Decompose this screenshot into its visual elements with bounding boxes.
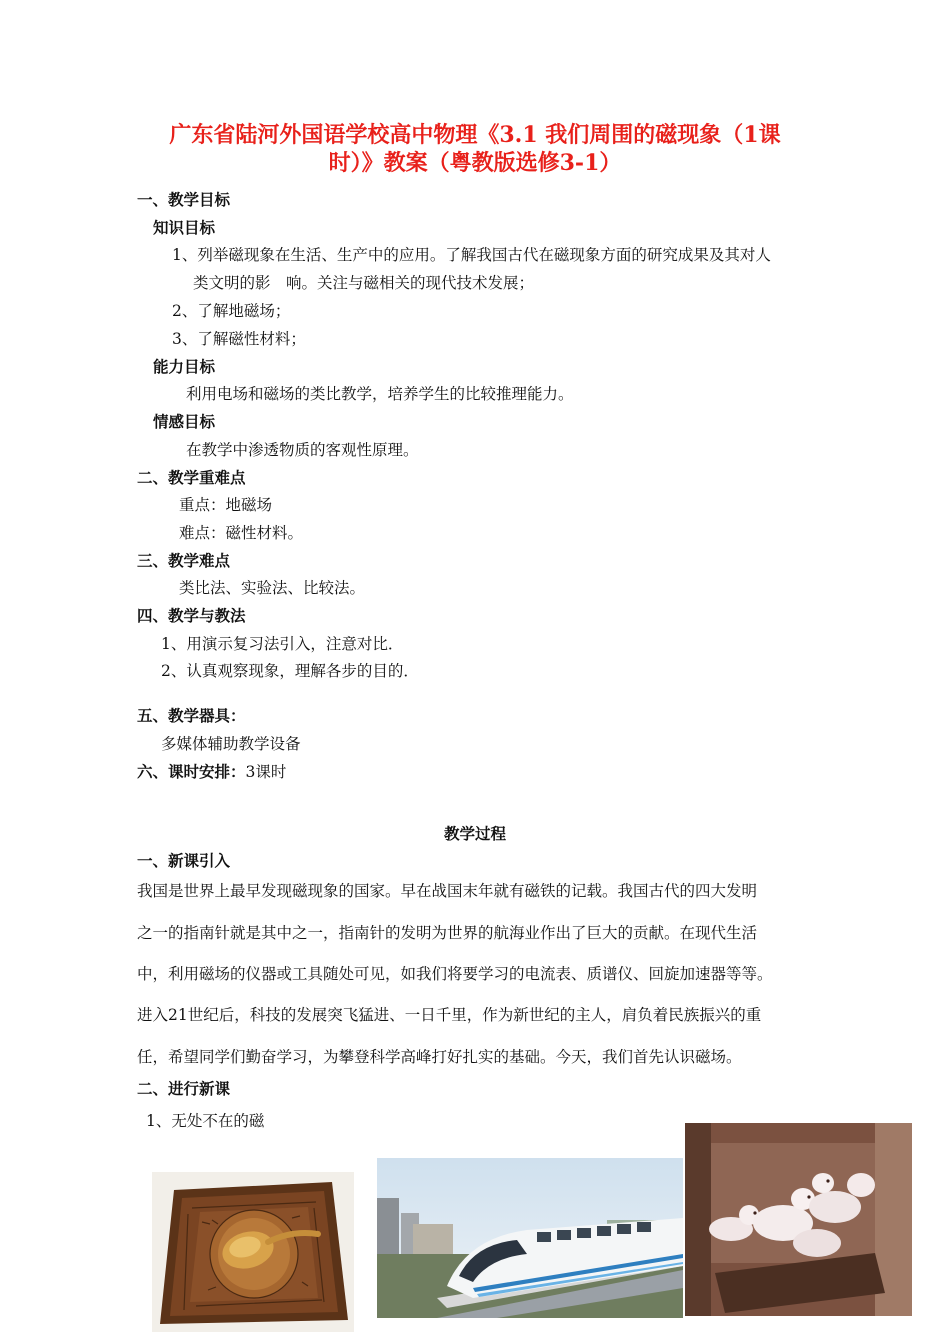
key-point-text: 重点：地磁场 bbox=[179, 496, 273, 514]
section-heading-difficulties: 三、教学难点 bbox=[137, 552, 231, 570]
teaching-method-1: 1、用演示复习法引入，注意对比． bbox=[161, 635, 404, 653]
new-lesson-item-1: 1、无处不在的磁 bbox=[146, 1112, 265, 1130]
intro-heading: 一、新课引入 bbox=[137, 852, 231, 870]
schedule-line bbox=[137, 762, 286, 782]
section-heading-equipment: 五、教学器具： bbox=[137, 707, 246, 725]
section-heading-schedule: 六、课时安排： bbox=[137, 763, 246, 781]
intro-paragraph-line-4: 进入21世纪后，科技的发展突飞猛进、一日千里，作为新世纪的主人，肩负着民族振兴的重 bbox=[137, 1006, 762, 1024]
new-lesson-heading: 二、进行新课 bbox=[137, 1080, 231, 1098]
subheading-knowledge: 知识目标 bbox=[153, 219, 216, 237]
equipment-text: 多媒体辅助教学设备 bbox=[161, 735, 301, 753]
section-heading-key-points: 二、教学重难点 bbox=[137, 469, 246, 487]
knowledge-item-1a: 1、列举磁现象在生活、生产中的应用。了解我国古代在磁现象方面的研究成果及其对人 bbox=[172, 246, 771, 264]
process-heading: 教学过程 bbox=[443, 825, 506, 843]
ability-text: 利用电场和磁场的类比教学，培养学生的比较推理能力。 bbox=[186, 385, 574, 403]
maglev-train-image bbox=[377, 1158, 683, 1318]
intro-paragraph-line-2: 之一的指南针就是其中之一，指南针的发明为世界的航海业作出了巨大的贡献。在现代生活 bbox=[137, 924, 758, 942]
document-title-line-1: 广东省陆河外国语学校高中物理《3.1 我们周围的磁现象（1课 bbox=[169, 122, 781, 148]
subheading-ability: 能力目标 bbox=[153, 358, 216, 376]
emotion-text: 在教学中渗透物质的客观性原理。 bbox=[186, 441, 419, 459]
intro-paragraph-line-3: 中，利用磁场的仪器或工具随处可见，如我们将要学习的电流表、质谱仪、回旋加速器等等。 bbox=[137, 965, 773, 983]
schedule-value: 3课时 bbox=[245, 763, 287, 781]
compass-image bbox=[152, 1172, 354, 1332]
subheading-emotion: 情感目标 bbox=[153, 413, 216, 431]
knowledge-item-3: 3、了解磁性材料； bbox=[172, 330, 306, 348]
methods-text: 类比法、实验法、比较法。 bbox=[179, 579, 366, 597]
intro-paragraph-line-1: 我国是世界上最早发现磁现象的国家。早在战国末年就有磁铁的记载。我国古代的四大发明 bbox=[137, 882, 758, 900]
knowledge-item-1b: 类文明的影 响。关注与磁相关的现代技术发展； bbox=[193, 274, 535, 292]
difficulty-text: 难点：磁性材料。 bbox=[179, 524, 304, 542]
pigeons-image bbox=[685, 1123, 912, 1316]
document-title-line-2: 时）》教案（粤教版选修3-1） bbox=[328, 150, 622, 176]
intro-paragraph-line-5: 任，希望同学们勤奋学习，为攀登科学高峰打好扎实的基础。今天，我们首先认识磁场。 bbox=[137, 1048, 742, 1066]
section-heading-objectives: 一、教学目标 bbox=[137, 191, 231, 209]
knowledge-item-2: 2、了解地磁场； bbox=[172, 302, 291, 320]
section-heading-teaching-methods: 四、教学与教法 bbox=[137, 607, 246, 625]
teaching-method-2: 2、认真观察现象，理解各步的目的． bbox=[161, 662, 419, 680]
